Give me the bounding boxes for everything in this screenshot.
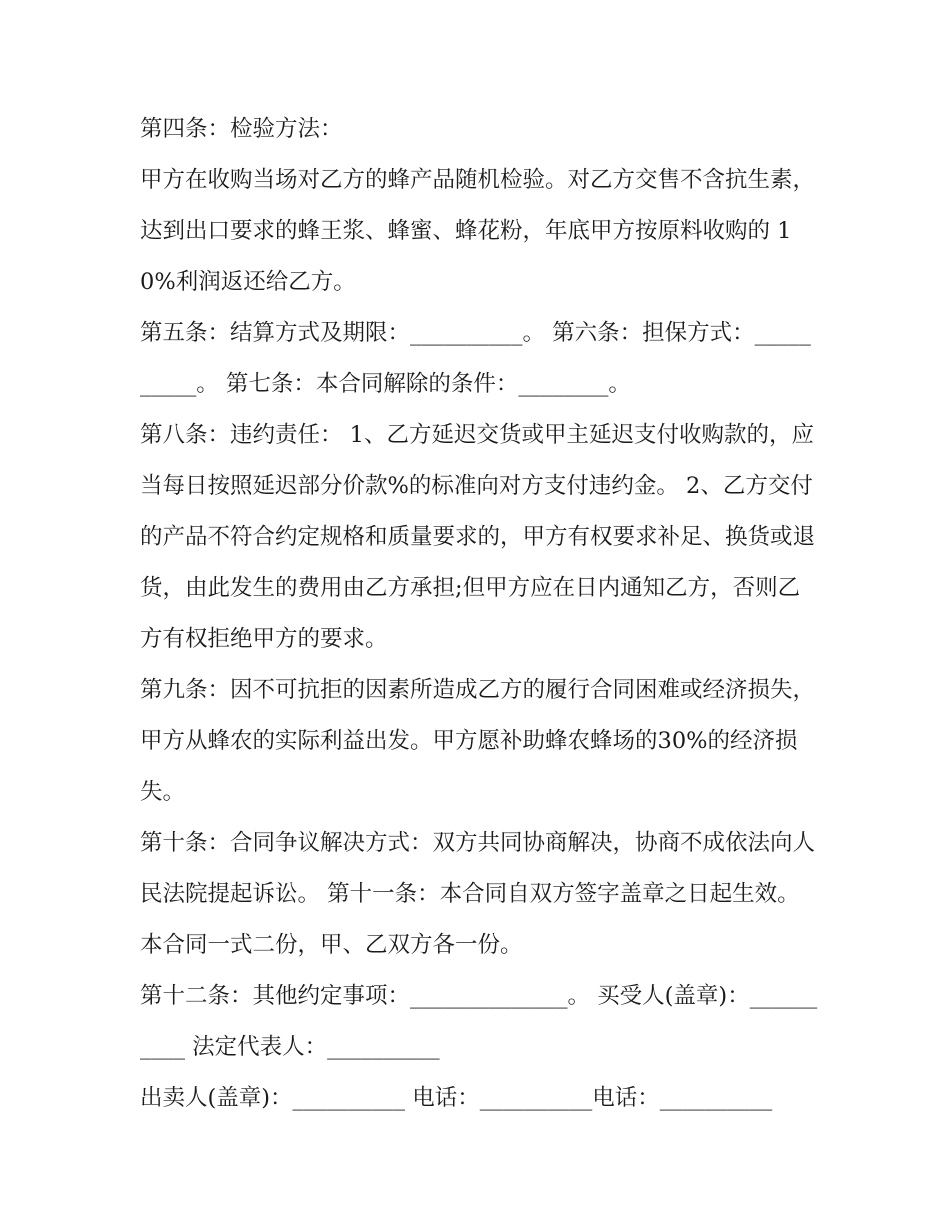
article-9-force-majeure: 第九条：因不可抗拒的因素所造成乙方的履行合同困难或经济损失，甲方从蜂农的实际利益出发。甲方愿补助蜂农蜂场的30%的经济损失。	[140, 677, 816, 805]
article-12-and-buyer-signature: 第十二条：其他约定事项：______________。 买受人(盖章)：__________ 法定代表人：__________	[140, 983, 818, 1060]
article-8-liability: 第八条：违约责任： 1、乙方延迟交货或甲主延迟支付收购款的，应当每日按照延迟部分价款%的标准向对方支付违约金。 2、乙方交付的产品不符合约定规格和质量要求的，甲方有权要求补足、换货或退货，由此发生的费用由乙方承担;但甲方应在日内通知乙方，否则乙方有权拒绝甲方的要求。	[140, 422, 816, 652]
article-4-heading: 第四条：检验方法：	[140, 116, 343, 142]
seller-signature-line: 出卖人(盖章)：__________ 电话：__________电话：__________	[140, 1085, 773, 1111]
contract-page	[140, 104, 820, 1124]
article-4-body: 甲方在收购当场对乙方的蜂产品随机检验。对乙方交售不含抗生素，达到出口要求的蜂王浆、蜂蜜、蜂花粉，年底甲方按原料收购的 10%利润返还给乙方。	[140, 167, 816, 295]
articles-10-11: 第十条：合同争议解决方式：双方共同协商解决，协商不成依法向人民法院提起诉讼。 第十一条：本合同自双方签字盖章之日起生效。本合同一式二份，甲、乙双方各一份。	[140, 830, 816, 958]
articles-5-7: 第五条：结算方式及期限：__________。 第六条：担保方式：__________。 第七条：本合同解除的条件：________。	[140, 320, 811, 397]
